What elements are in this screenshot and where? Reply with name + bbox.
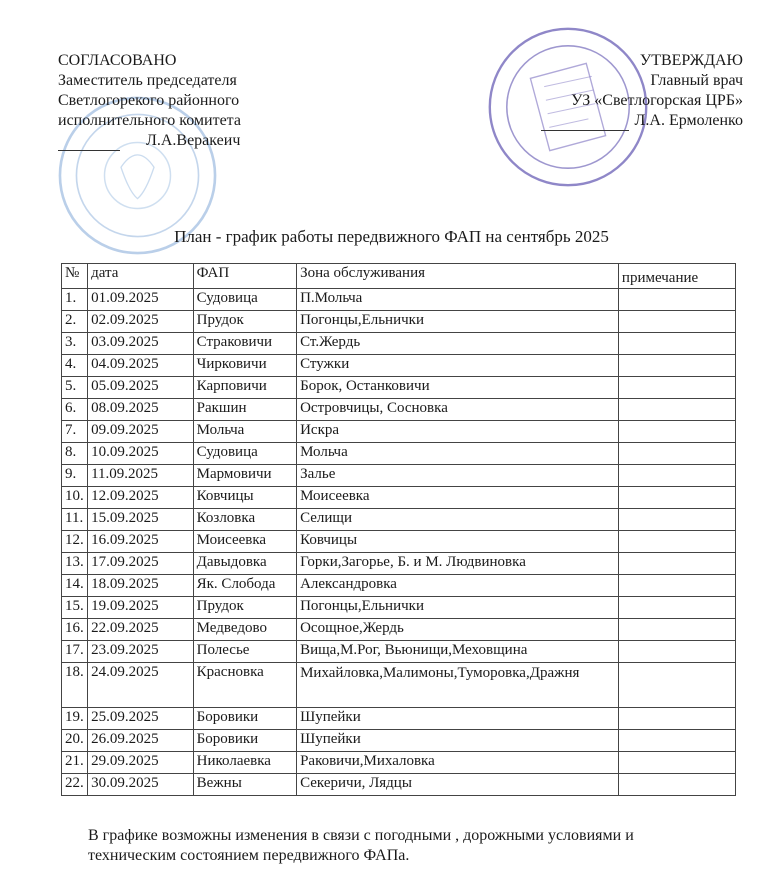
table-row <box>62 311 736 333</box>
cell-note <box>618 641 735 663</box>
cell-note <box>618 487 735 509</box>
cell-num: 14. <box>62 575 88 597</box>
cell-fap: Полесье <box>193 641 296 663</box>
cell-fap: Вежны <box>193 774 296 796</box>
table-row <box>62 289 736 311</box>
table-row <box>62 641 736 663</box>
cell-zone: Александровка <box>297 575 619 597</box>
cell-date: 10.09.2025 <box>88 443 194 465</box>
cell-zone: Моисеевка <box>297 487 619 509</box>
cell-zone: Островчицы, Сосновка <box>297 399 619 421</box>
cell-date: 30.09.2025 <box>88 774 194 796</box>
header-date: дата <box>88 264 194 289</box>
cell-date: 23.09.2025 <box>88 641 194 663</box>
cell-date: 02.09.2025 <box>88 311 194 333</box>
cell-date: 22.09.2025 <box>88 619 194 641</box>
cell-note <box>618 663 735 708</box>
cell-note <box>618 333 735 355</box>
cell-fap: Страковичи <box>193 333 296 355</box>
approval-right-signer: Л.А. Ермоленко <box>634 112 743 129</box>
cell-zone: Вища,М.Рог, Вьюнищи,Меховщина <box>297 641 619 663</box>
cell-num: 2. <box>62 311 88 333</box>
table-row <box>62 531 736 553</box>
approval-right-block <box>541 51 743 131</box>
cell-fap: Давыдовка <box>193 553 296 575</box>
schedule-body <box>62 289 736 796</box>
cell-num: 6. <box>62 399 88 421</box>
cell-zone: Залье <box>297 465 619 487</box>
table-row <box>62 708 736 730</box>
table-row <box>62 730 736 752</box>
cell-note <box>618 289 735 311</box>
cell-fap: Боровики <box>193 708 296 730</box>
cell-note <box>618 553 735 575</box>
cell-date: 08.09.2025 <box>88 399 194 421</box>
table-row <box>62 619 736 641</box>
cell-note <box>618 774 735 796</box>
cell-note <box>618 575 735 597</box>
cell-fap: Ковчицы <box>193 487 296 509</box>
cell-num: 22. <box>62 774 88 796</box>
table-row <box>62 465 736 487</box>
cell-note <box>618 619 735 641</box>
cell-date: 16.09.2025 <box>88 531 194 553</box>
approval-left-line2: Светлогорекого районного <box>58 92 240 109</box>
cell-num: 1. <box>62 289 88 311</box>
cell-num: 16. <box>62 619 88 641</box>
header-zone: Зона обслуживания <box>297 264 619 289</box>
cell-date: 24.09.2025 <box>88 663 194 708</box>
cell-date: 18.09.2025 <box>88 575 194 597</box>
approval-left-signature-row <box>58 131 241 151</box>
cell-note <box>618 421 735 443</box>
cell-date: 09.09.2025 <box>88 421 194 443</box>
cell-note <box>618 509 735 531</box>
signature-line <box>541 116 629 131</box>
schedule-table <box>61 263 736 796</box>
cell-num: 10. <box>62 487 88 509</box>
table-row <box>62 752 736 774</box>
table-row <box>62 399 736 421</box>
table-row <box>62 377 736 399</box>
cell-num: 21. <box>62 752 88 774</box>
cell-zone: Ст.Жердь <box>297 333 619 355</box>
cell-num: 4. <box>62 355 88 377</box>
cell-note <box>618 377 735 399</box>
cell-fap: Карповичи <box>193 377 296 399</box>
cell-date: 05.09.2025 <box>88 377 194 399</box>
table-row <box>62 487 736 509</box>
cell-fap: Мольча <box>193 421 296 443</box>
cell-num: 20. <box>62 730 88 752</box>
cell-zone: Осощное,Жердь <box>297 619 619 641</box>
cell-note <box>618 465 735 487</box>
cell-zone: Стужки <box>297 355 619 377</box>
cell-fap: Прудок <box>193 311 296 333</box>
approval-left-line1: Заместитель председателя <box>58 72 237 89</box>
cell-num: 15. <box>62 597 88 619</box>
header-num: № <box>62 264 88 289</box>
cell-zone: Мольча <box>297 443 619 465</box>
approval-right-heading: УТВЕРЖДАЮ <box>639 52 743 69</box>
cell-fap: Чирковичи <box>193 355 296 377</box>
cell-fap: Боровики <box>193 730 296 752</box>
cell-num: 9. <box>62 465 88 487</box>
cell-num: 7. <box>62 421 88 443</box>
cell-num: 3. <box>62 333 88 355</box>
cell-zone: Шупейки <box>297 730 619 752</box>
cell-fap: Николаевка <box>193 752 296 774</box>
table-row <box>62 421 736 443</box>
cell-zone: Михайловка,Малимоны,Туморовка,Дражня <box>297 663 619 708</box>
cell-date: 19.09.2025 <box>88 597 194 619</box>
cell-zone: Ковчицы <box>297 531 619 553</box>
cell-fap: Як. Слобода <box>193 575 296 597</box>
cell-note <box>618 730 735 752</box>
cell-zone: Погонцы,Ельнички <box>297 597 619 619</box>
cell-fap: Моисеевка <box>193 531 296 553</box>
footnote <box>88 826 768 866</box>
cell-date: 15.09.2025 <box>88 509 194 531</box>
header-fap: ФАП <box>193 264 296 289</box>
cell-date: 04.09.2025 <box>88 355 194 377</box>
cell-date: 29.09.2025 <box>88 752 194 774</box>
signature-line <box>58 136 120 151</box>
cell-zone: Погонцы,Ельнички <box>297 311 619 333</box>
cell-note <box>618 399 735 421</box>
cell-num: 17. <box>62 641 88 663</box>
cell-num: 18. <box>62 663 88 708</box>
cell-date: 12.09.2025 <box>88 487 194 509</box>
cell-num: 8. <box>62 443 88 465</box>
cell-fap: Прудок <box>193 597 296 619</box>
page-title: План - график работы передвижного ФАП на сентябрь 2025 <box>174 227 609 246</box>
cell-fap: Судовица <box>193 443 296 465</box>
cell-zone: Секеричи, Лядцы <box>297 774 619 796</box>
header-note: примечание <box>618 264 735 289</box>
cell-date: 25.09.2025 <box>88 708 194 730</box>
cell-note <box>618 355 735 377</box>
cell-zone: Раковичи,Михаловка <box>297 752 619 774</box>
table-row <box>62 355 736 377</box>
table-row <box>62 553 736 575</box>
cell-zone: Борок, Останковичи <box>297 377 619 399</box>
cell-fap: Мармовичи <box>193 465 296 487</box>
cell-fap: Козловка <box>193 509 296 531</box>
cell-note <box>618 443 735 465</box>
table-row <box>62 443 736 465</box>
cell-fap: Судовица <box>193 289 296 311</box>
approval-right-signature-row <box>541 111 743 131</box>
footnote-line2: техническим состоянием передвижного ФАПа. <box>88 847 410 864</box>
cell-date: 03.09.2025 <box>88 333 194 355</box>
cell-zone: Селищи <box>297 509 619 531</box>
cell-note <box>618 311 735 333</box>
table-header-row <box>62 264 736 289</box>
approval-left-block <box>58 51 241 151</box>
cell-note <box>618 752 735 774</box>
cell-fap: Ракшин <box>193 399 296 421</box>
table-row <box>62 774 736 796</box>
cell-num: 5. <box>62 377 88 399</box>
approval-left-line3: исполнительного комитета <box>58 112 241 129</box>
table-row <box>62 333 736 355</box>
table-row <box>62 575 736 597</box>
cell-note <box>618 531 735 553</box>
cell-num: 12. <box>62 531 88 553</box>
cell-date: 11.09.2025 <box>88 465 194 487</box>
cell-fap: Красновка <box>193 663 296 708</box>
cell-note <box>618 708 735 730</box>
approval-right-line1: Главный врач <box>650 72 743 89</box>
cell-zone: Искра <box>297 421 619 443</box>
cell-note <box>618 597 735 619</box>
table-row <box>62 597 736 619</box>
cell-num: 19. <box>62 708 88 730</box>
cell-num: 11. <box>62 509 88 531</box>
approval-right-line2: УЗ «Светлогорская ЦРБ» <box>571 92 743 109</box>
cell-fap: Медведово <box>193 619 296 641</box>
cell-date: 01.09.2025 <box>88 289 194 311</box>
table-row <box>62 509 736 531</box>
footnote-line1: В графике возможны изменения в связи с погодными , дорожными условиями и <box>88 827 634 844</box>
cell-date: 17.09.2025 <box>88 553 194 575</box>
cell-zone: П.Мольча <box>297 289 619 311</box>
approval-left-signer: Л.А.Веракеич <box>146 132 241 149</box>
cell-zone: Шупейки <box>297 708 619 730</box>
cell-zone: Горки,Загорье, Б. и М. Людвиновка <box>297 553 619 575</box>
cell-date: 26.09.2025 <box>88 730 194 752</box>
cell-num: 13. <box>62 553 88 575</box>
table-row <box>62 663 736 708</box>
approval-left-heading: СОГЛАСОВАНО <box>58 52 177 69</box>
